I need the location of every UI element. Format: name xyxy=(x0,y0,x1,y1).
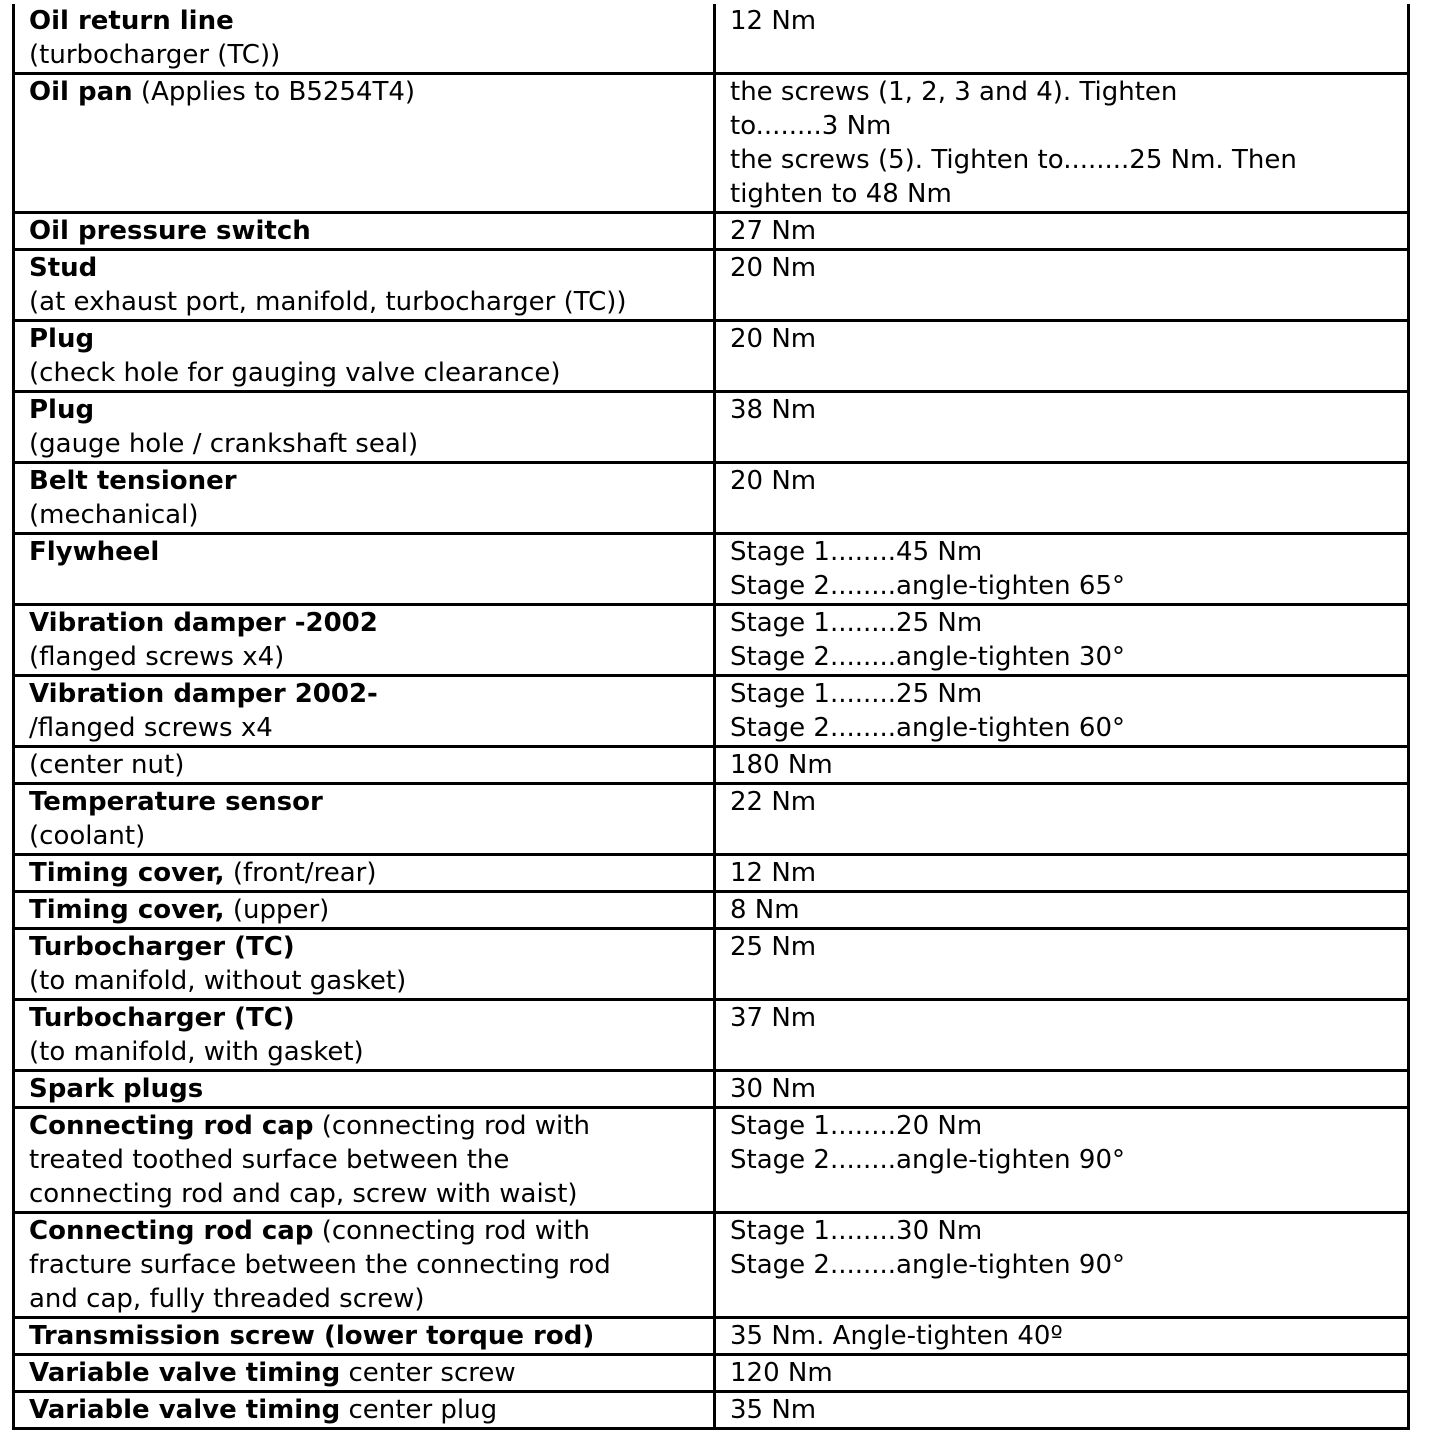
torque-value-cell xyxy=(715,784,1409,855)
component-line xyxy=(29,1356,699,1390)
torque-value: 20 Nm xyxy=(730,466,817,496)
component-line xyxy=(29,1072,699,1106)
component-cell xyxy=(14,855,715,892)
component-detail: fracture surface between the connecting rod xyxy=(29,1250,611,1280)
torque-value-cell xyxy=(715,213,1409,250)
component-name: Turbocharger (TC) xyxy=(29,1003,295,1033)
component-detail: and cap, fully threaded screw) xyxy=(29,1284,425,1314)
torque-value: 38 Nm xyxy=(730,395,817,425)
component-line xyxy=(29,4,699,38)
component-cell xyxy=(14,784,715,855)
table-row xyxy=(14,463,1409,534)
torque-value-cell xyxy=(715,892,1409,929)
torque-value-cell xyxy=(715,1355,1409,1392)
torque-value: Stage 1........30 Nm xyxy=(730,1216,983,1246)
torque-value: 20 Nm xyxy=(730,253,817,283)
torque-value-cell xyxy=(715,463,1409,534)
component-line xyxy=(29,893,699,927)
component-name: Variable valve timing xyxy=(29,1358,341,1388)
component-line xyxy=(29,75,699,109)
torque-value-cell xyxy=(715,676,1409,747)
torque-value: 12 Nm xyxy=(730,6,817,36)
component-line xyxy=(29,856,699,890)
component-detail: (mechanical) xyxy=(29,500,199,530)
torque-value-cell xyxy=(715,929,1409,1000)
torque-value: 35 Nm. Angle-tighten 40º xyxy=(730,1321,1063,1351)
torque-value: 35 Nm xyxy=(730,1395,817,1425)
component-name: Oil pan xyxy=(29,77,133,107)
component-cell xyxy=(14,747,715,784)
torque-value-cell xyxy=(715,1000,1409,1071)
component-cell xyxy=(14,4,715,74)
component-line xyxy=(29,535,699,569)
component-cell xyxy=(14,929,715,1000)
table-row xyxy=(14,784,1409,855)
component-cell xyxy=(14,892,715,929)
component-cell xyxy=(14,1318,715,1355)
torque-value-cell xyxy=(715,250,1409,321)
torque-value: 27 Nm xyxy=(730,216,817,246)
component-line xyxy=(29,677,699,711)
component-detail: (turbocharger (TC)) xyxy=(29,40,281,70)
component-cell xyxy=(14,676,715,747)
component-name: Connecting rod cap xyxy=(29,1216,314,1246)
component-name: Plug xyxy=(29,395,95,425)
torque-value-cell xyxy=(715,1392,1409,1429)
component-line xyxy=(29,606,699,640)
component-detail: center plug xyxy=(340,1395,498,1425)
table-row xyxy=(14,534,1409,605)
torque-value: 37 Nm xyxy=(730,1003,817,1033)
table-row xyxy=(14,1071,1409,1108)
component-cell xyxy=(14,213,715,250)
component-line xyxy=(29,322,699,356)
component-detail: (Applies to B5254T4) xyxy=(132,77,416,107)
table-row xyxy=(14,1318,1409,1355)
component-line xyxy=(29,640,699,674)
torque-value: the screws (5). Tighten to........25 Nm. Then xyxy=(730,145,1297,175)
component-line xyxy=(29,251,699,285)
component-cell xyxy=(14,392,715,463)
component-name: Belt tensioner xyxy=(29,466,237,496)
torque-table-body xyxy=(14,4,1409,1429)
torque-value: Stage 2........angle-tighten 30° xyxy=(730,642,1125,672)
component-line xyxy=(29,930,699,964)
component-detail: connecting rod and cap, screw with waist) xyxy=(29,1179,578,1209)
component-detail: (coolant) xyxy=(29,821,146,851)
torque-value: 180 Nm xyxy=(730,750,833,780)
torque-value-cell xyxy=(715,1108,1409,1213)
torque-value: to........3 Nm xyxy=(730,111,892,141)
table-row xyxy=(14,1355,1409,1392)
torque-value-cell xyxy=(715,1318,1409,1355)
torque-value: 12 Nm xyxy=(730,858,817,888)
table-row xyxy=(14,321,1409,392)
table-row xyxy=(14,1392,1409,1429)
component-name: Connecting rod cap xyxy=(29,1111,314,1141)
table-row xyxy=(14,747,1409,784)
table-row xyxy=(14,213,1409,250)
component-line xyxy=(29,214,699,248)
table-row xyxy=(14,855,1409,892)
torque-value: Stage 1........25 Nm xyxy=(730,608,983,638)
component-cell xyxy=(14,1392,715,1429)
table-row xyxy=(14,892,1409,929)
component-detail: treated toothed surface between the xyxy=(29,1145,510,1175)
table-row xyxy=(14,250,1409,321)
torque-value-cell xyxy=(715,1213,1409,1318)
torque-value: 20 Nm xyxy=(730,324,817,354)
table-row xyxy=(14,1213,1409,1318)
component-detail: (check hole for gauging valve clearance) xyxy=(29,358,561,388)
torque-value-cell xyxy=(715,534,1409,605)
torque-value: 8 Nm xyxy=(730,895,800,925)
component-line xyxy=(29,285,699,319)
component-line xyxy=(29,748,699,782)
torque-value-cell xyxy=(715,4,1409,74)
component-cell xyxy=(14,1108,715,1213)
component-line xyxy=(29,1143,699,1177)
component-cell xyxy=(14,1071,715,1108)
component-line xyxy=(29,1035,699,1069)
component-name: Vibration damper 2002- xyxy=(29,679,378,709)
component-name: Timing cover, xyxy=(29,895,225,925)
component-line xyxy=(29,427,699,461)
component-detail: (to manifold, without gasket) xyxy=(29,966,407,996)
component-line xyxy=(29,464,699,498)
component-detail: center screw xyxy=(340,1358,516,1388)
component-line xyxy=(29,38,699,72)
component-line xyxy=(29,711,699,745)
table-row xyxy=(14,4,1409,74)
component-detail: (center nut) xyxy=(29,750,185,780)
torque-value: 22 Nm xyxy=(730,787,817,817)
torque-value-cell xyxy=(715,321,1409,392)
component-detail: /flanged screws x4 xyxy=(29,713,273,743)
torque-value: tighten to 48 Nm xyxy=(730,179,952,209)
table-row xyxy=(14,676,1409,747)
torque-value-cell xyxy=(715,747,1409,784)
component-detail: (flanged screws x4) xyxy=(29,642,285,672)
table-row xyxy=(14,1000,1409,1071)
table-row xyxy=(14,392,1409,463)
component-cell xyxy=(14,605,715,676)
component-name: Stud xyxy=(29,253,98,283)
component-detail: (connecting rod with xyxy=(313,1111,590,1141)
table-row xyxy=(14,929,1409,1000)
component-cell xyxy=(14,1000,715,1071)
component-line xyxy=(29,785,699,819)
component-detail: (front/rear) xyxy=(224,858,377,888)
component-name: Oil pressure switch xyxy=(29,216,311,246)
component-name: Turbocharger (TC) xyxy=(29,932,295,962)
component-line xyxy=(29,964,699,998)
component-cell xyxy=(14,321,715,392)
torque-value: 30 Nm xyxy=(730,1074,817,1104)
component-line xyxy=(29,1001,699,1035)
component-line xyxy=(29,1214,699,1248)
component-name: Oil return line xyxy=(29,6,234,36)
torque-value-cell xyxy=(715,392,1409,463)
table-row xyxy=(14,74,1409,213)
torque-value: the screws (1, 2, 3 and 4). Tighten xyxy=(730,77,1178,107)
torque-value: Stage 1........25 Nm xyxy=(730,679,983,709)
component-name: Timing cover, xyxy=(29,858,225,888)
component-line xyxy=(29,1282,699,1316)
component-line xyxy=(29,1319,699,1353)
component-cell xyxy=(14,1355,715,1392)
component-cell xyxy=(14,463,715,534)
component-cell xyxy=(14,1213,715,1318)
torque-spec-table xyxy=(12,4,1410,1430)
component-name: Variable valve timing xyxy=(29,1395,341,1425)
table-row xyxy=(14,605,1409,676)
component-detail: (upper) xyxy=(224,895,330,925)
component-line xyxy=(29,1177,699,1211)
torque-value: Stage 1........45 Nm xyxy=(730,537,983,567)
torque-value-cell xyxy=(715,855,1409,892)
torque-value: 25 Nm xyxy=(730,932,817,962)
torque-value: Stage 2........angle-tighten 65° xyxy=(730,571,1125,601)
component-detail: (gauge hole / crankshaft seal) xyxy=(29,429,419,459)
component-line xyxy=(29,393,699,427)
component-name: Vibration damper -2002 xyxy=(29,608,378,638)
component-cell xyxy=(14,534,715,605)
component-line xyxy=(29,1109,699,1143)
component-cell xyxy=(14,250,715,321)
component-name: Temperature sensor xyxy=(29,787,323,817)
component-name: Plug xyxy=(29,324,95,354)
component-line xyxy=(29,1393,699,1427)
torque-value-cell xyxy=(715,74,1409,213)
torque-value: Stage 2........angle-tighten 90° xyxy=(730,1250,1125,1280)
component-cell xyxy=(14,74,715,213)
torque-value: Stage 2........angle-tighten 90° xyxy=(730,1145,1125,1175)
table-row xyxy=(14,1108,1409,1213)
component-name: Spark plugs xyxy=(29,1074,204,1104)
torque-value: Stage 1........20 Nm xyxy=(730,1111,983,1141)
component-detail: (connecting rod with xyxy=(313,1216,590,1246)
component-line xyxy=(29,819,699,853)
component-line xyxy=(29,498,699,532)
component-name: Flywheel xyxy=(29,537,160,567)
torque-value: 120 Nm xyxy=(730,1358,833,1388)
torque-value-cell xyxy=(715,605,1409,676)
component-line xyxy=(29,356,699,390)
component-line xyxy=(29,1248,699,1282)
component-detail: (at exhaust port, manifold, turbocharger (TC)) xyxy=(29,287,627,317)
torque-value: Stage 2........angle-tighten 60° xyxy=(730,713,1125,743)
torque-value-cell xyxy=(715,1071,1409,1108)
component-detail: (to manifold, with gasket) xyxy=(29,1037,364,1067)
component-name: Transmission screw (lower torque rod) xyxy=(29,1321,595,1351)
